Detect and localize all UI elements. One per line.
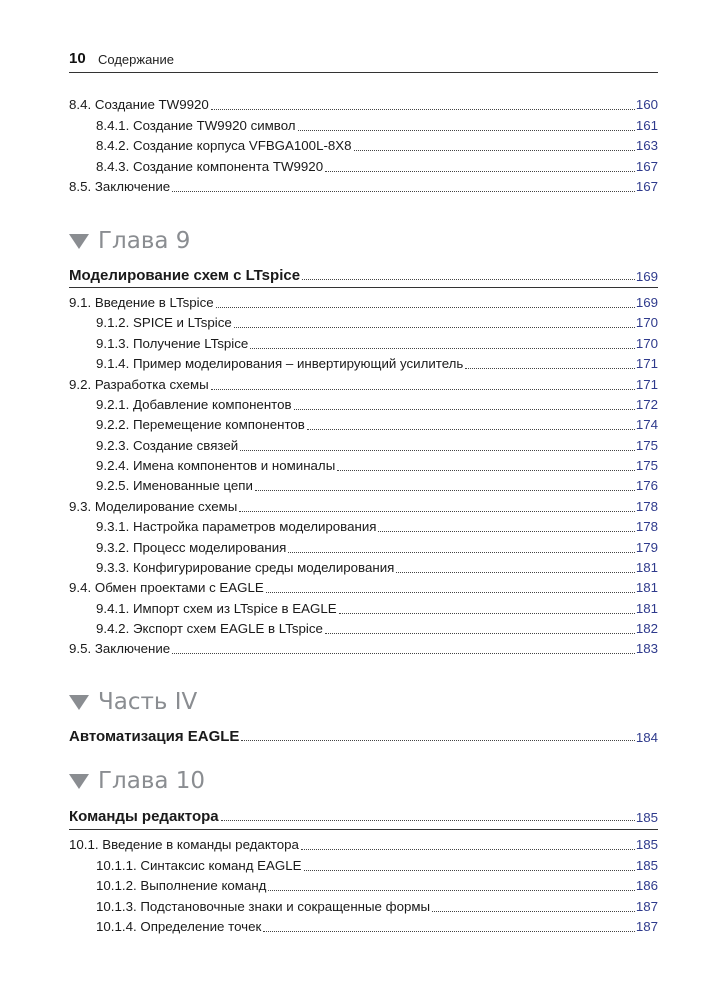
entry-page: 167 [635,179,658,195]
entry-page: 185 [635,857,658,873]
page-number: 10 [69,50,86,67]
dot-leader [221,820,635,821]
entry-title: 9.5. Заключение [69,641,171,657]
entry-title: 9.4.1. Импорт схем из LTspice в EAGLE [96,600,337,616]
chapter-page: 184 [635,730,658,745]
toc-entry[interactable] [96,597,658,617]
entry-title: 9.1.3. Получение LTspice [96,335,249,351]
entry-page: 172 [635,396,658,412]
entry-page: 171 [635,376,658,392]
entry-page: 178 [635,498,658,514]
entry-page: 179 [635,539,658,555]
entry-page: 187 [635,898,658,914]
chapter-title-entry[interactable] [69,723,658,745]
toc-entry[interactable] [96,311,658,331]
chapter-heading-text: Глава 10 [98,768,206,794]
chapter-heading [69,689,197,715]
dot-leader [304,870,635,871]
entry-page: 183 [635,641,658,657]
entry-page: 182 [635,621,658,637]
dot-leader [239,511,635,512]
chapter-title: Моделирование схем с LTspice [69,267,301,284]
toc-entry[interactable] [96,854,658,874]
chapter-page: 169 [635,269,658,284]
entry-page: 181 [635,600,658,616]
dot-leader [172,191,635,192]
entry-title: 9.2. Разработка схемы [69,376,209,392]
toc-entry[interactable] [96,474,658,494]
entry-title: 9.4. Обмен проектами с EAGLE [69,580,264,596]
toc-entry[interactable] [69,373,658,393]
entry-title: 8.4. Создание TW9920 [69,97,209,112]
dot-leader [216,307,635,308]
entry-title: 8.4.1. Создание TW9920 символ [96,117,296,133]
entry-title: 10.1.2. Выполнение команд [96,878,267,893]
entry-page: 181 [635,580,658,596]
entry-title: 8.4.2. Создание корпуса VFBGA100L-8X8 [96,138,352,154]
dot-leader [240,450,635,451]
entry-page: 175 [635,437,658,453]
entry-page: 187 [635,919,658,934]
dot-leader [255,490,635,491]
toc-entry[interactable] [96,114,658,134]
entry-title: 8.4.3. Создание компонента TW9920 [96,158,324,174]
entry-title: 10.1.3. Подстановочные знаки и сокращенные формы [96,898,431,914]
entry-title: 9.4.2. Экспорт схем EAGLE в LTspice [96,621,323,637]
chapter-rule [69,829,658,830]
entry-title: 9.1. Введение в LTspice [69,295,214,310]
toc-entry[interactable] [96,332,658,352]
toc-entry[interactable] [96,874,658,894]
dot-leader [234,327,635,328]
dot-leader [325,171,635,172]
chapter-heading [69,768,205,794]
toc-entry[interactable] [96,515,658,535]
entry-page: 181 [635,559,658,575]
triangle-icon [69,695,89,710]
dot-leader [337,470,635,471]
entry-page: 160 [635,97,658,112]
triangle-icon [69,234,89,249]
dot-leader [302,279,635,280]
toc-entry[interactable] [96,434,658,454]
dot-leader [307,429,635,430]
entry-title: 10.1.1. Синтаксис команд EAGLE [96,857,302,873]
toc-entry[interactable] [96,413,658,433]
toc-entry[interactable] [96,556,658,576]
toc-entry[interactable] [96,895,658,915]
chapter-title: Команды редактора [69,808,219,825]
toc-entry[interactable] [69,576,658,596]
running-title: Содержание [98,52,174,67]
entry-page: 174 [635,417,658,433]
entry-title: 9.3.2. Процесс моделирования [96,539,287,555]
toc-entry[interactable] [96,915,658,935]
dot-leader [268,890,634,891]
entry-title: 9.3. Моделирование схемы [69,498,238,514]
entry-title: 8.5. Заключение [69,179,171,195]
toc-entry[interactable] [96,617,658,637]
entry-page: 185 [635,837,658,852]
chapter-rule [69,287,658,288]
dot-leader [432,911,635,912]
entry-title: 9.2.5. Именованные цепи [96,478,253,494]
entry-page: 170 [635,315,658,331]
toc-entry[interactable] [69,291,658,311]
entry-title: 9.2.1. Добавление компонентов [96,396,292,412]
toc-entry[interactable] [96,134,658,154]
chapter-heading-text: Глава 9 [98,228,191,254]
entry-page: 169 [635,295,658,310]
entry-page: 167 [635,158,658,174]
dot-leader [378,531,634,532]
toc-entry[interactable] [69,495,658,515]
dot-leader [298,130,635,131]
chapter-heading [69,228,190,254]
entry-page: 170 [635,335,658,351]
dot-leader [396,572,634,573]
toc-entry[interactable] [96,536,658,556]
entry-page: 186 [635,878,658,893]
chapter-page: 185 [635,810,658,825]
dot-leader [301,849,635,850]
entry-page: 171 [635,356,658,372]
entry-page: 175 [635,458,658,474]
dot-leader [211,109,635,110]
chapter-title: Автоматизация EAGLE [69,728,240,745]
entry-title: 9.1.4. Пример моделирования – инвертирующий усилитель [96,356,464,372]
dot-leader [465,368,634,369]
toc-entry[interactable] [96,352,658,372]
entry-page: 176 [635,478,658,494]
toc-entry[interactable] [69,833,658,853]
entry-page: 161 [635,117,658,133]
entry-page: 163 [635,138,658,154]
dot-leader [211,389,635,390]
triangle-icon [69,774,89,789]
dot-leader [354,150,635,151]
entry-page: 178 [635,519,658,535]
toc-entry[interactable] [96,454,658,474]
chapter-title-entry[interactable] [69,803,658,825]
dot-leader [288,552,634,553]
entry-title: 9.2.2. Перемещение компонентов [96,417,305,433]
entry-title: 10.1. Введение в команды редактора [69,837,299,852]
entry-title: 9.1.2. SPICE и LTspice [96,315,232,331]
entry-title: 9.3.3. Конфигурирование среды моделирования [96,559,395,575]
entry-title: 9.2.4. Имена компонентов и номиналы [96,458,336,474]
entry-title: 9.3.1. Настройка параметров моделирования [96,519,377,535]
running-header [69,48,658,73]
dot-leader [294,409,635,410]
dot-leader [172,653,635,654]
dot-leader [263,931,635,932]
dot-leader [325,633,635,634]
toc-entry[interactable] [69,93,658,113]
entry-title: 10.1.4. Определение точек [96,919,262,934]
dot-leader [250,348,635,349]
dot-leader [266,592,635,593]
chapter-heading-text: Часть IV [98,689,198,715]
entry-title: 9.2.3. Создание связей [96,437,239,453]
toc-entry[interactable] [96,155,658,175]
toc-entry[interactable] [69,175,658,195]
toc-entry[interactable] [96,393,658,413]
dot-leader [339,613,635,614]
toc-entry[interactable] [69,637,658,657]
chapter-title-entry[interactable] [69,262,658,284]
dot-leader [241,740,634,741]
